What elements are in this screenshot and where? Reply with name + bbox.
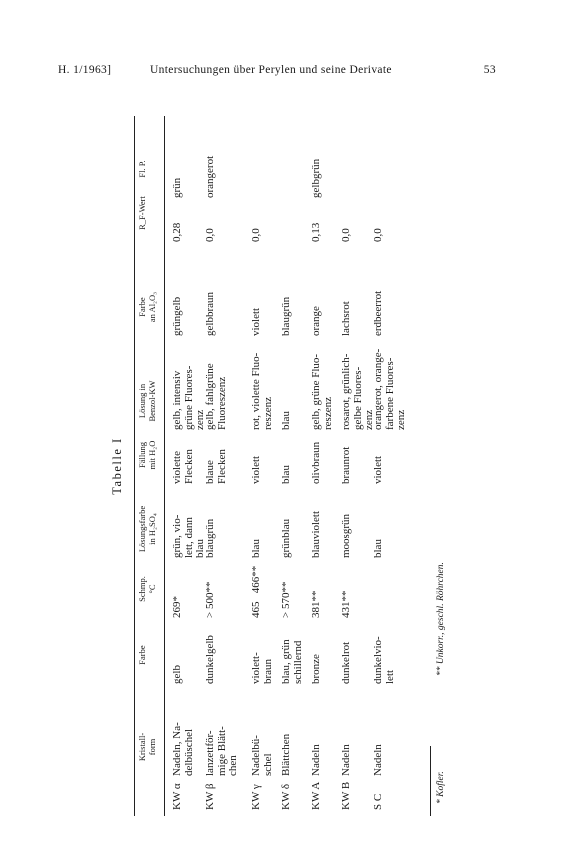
table-cell: dunkelvio- lett [372,636,396,684]
table-cell: rot, violette Fluo- reszenz [250,352,274,430]
table-cell: braunrot [340,446,352,484]
table-cell: 431** [340,590,352,618]
table-cell: violett [250,307,262,336]
column-header: Fällung mit H₂O [137,440,157,470]
table-cell: orange [310,306,322,336]
row-label: S C [372,793,384,810]
table-cell: grünblau [280,518,292,558]
table-cell: blauviolett [310,510,322,558]
table-cell: 0,13 [310,222,322,242]
footnote-1: * Kofler. [436,771,446,804]
table-cell: dunkelrot [340,641,352,684]
table-cell: Nadelbü- schel [250,735,274,776]
table-cell: blaugrün [204,518,216,558]
table-cell: 0,0 [250,228,262,242]
table-cell: blaue Flecken [204,449,228,484]
table-cell: violette Flecken [171,449,195,484]
column-header: Lösung in Benzol-KW [137,380,157,422]
table-cell: gelbgrün [310,158,322,198]
row-label: KW B [340,781,352,810]
table-cell: blau, grün schillernd [280,639,304,684]
table-cell: moosgrün [340,514,352,558]
footnote-2: ** Unkorr., geschl. Röhrchen. [436,562,446,676]
table-cell: > 500** [204,581,216,618]
table-cell: Nadeln [372,744,384,776]
table-cell: 0,0 [204,228,216,242]
table-cell: gelb, intensiv grüne Fluores- zenz [171,365,206,430]
table-cell: orangerot, orange- farbene Fluores- zenz [372,348,407,430]
table-caption: Tabelle I [110,437,124,495]
table-cell: grün, vio- lett, dann blau [171,514,206,558]
column-header: Lösungsfarbe in H₂SO₄ [137,505,157,553]
row-label: KW β [204,783,216,810]
running-title: Untersuchungen über Perylen und seine Derivate [150,64,392,76]
table-cell: 0,0 [340,228,352,242]
row-label: KW α [171,783,183,810]
table-cell: lanzettför- mige Blätt- chen [204,726,239,776]
table-cell: Blättchen [280,733,292,776]
table-cell: 269* [171,596,183,618]
table-cell: blaugrün [280,296,292,336]
column-header: Farbe an Al₂O₃ [137,291,157,323]
column-header: R_F-Wert [137,196,147,230]
table-cell: Nadeln, Na- delbüschel [171,722,195,776]
table-cell: rosarot, grünlich- gelbe Fluores- zenz [340,353,375,430]
column-header: Farbe [137,645,147,665]
page-number: 53 [483,64,496,76]
page-header [0,64,576,84]
table-cell: > 570** [280,581,292,618]
table-cell: olivbraun [310,441,322,484]
table-cell: blau [280,465,292,484]
table-cell: blau [280,411,292,430]
row-label: KW A [310,781,322,810]
row-label: KW δ [280,783,292,810]
table-cell: erdbeerrot [372,290,384,336]
table-header-rule [164,116,165,816]
table-cell: lachsrot [340,301,352,336]
volume-ref: H. 1/1963] [58,64,112,76]
table-cell: 0,0 [372,228,384,242]
table-cell: Nadeln [340,744,352,776]
column-header: Schmp. °C [137,576,157,602]
table-cell: dunkelgelb [204,635,216,684]
row-label: KW γ [250,784,262,810]
footnote-rule [430,746,431,816]
table-cell: blau [372,539,384,558]
column-header: Fl. P. [137,160,147,178]
table-cell: gelb [171,665,183,684]
table-cell: 0,28 [171,222,183,242]
table-cell: orangerot [204,155,216,198]
table-cell: Nadeln [310,744,322,776]
table-cell: gelbbraun [204,292,216,336]
table-cell: grün [171,177,183,198]
table-cell: gelb, fahlgrüne Fluoreszenz [204,363,228,430]
table-cell: gelb, grüne Fluo- reszenz [310,353,334,430]
table-top-rule [134,116,135,816]
rotated-table-block [108,116,468,816]
table-cell: blau [250,539,262,558]
table-cell: 465 466** [250,565,262,618]
table-cell: violett- braun [250,652,274,684]
table-cell: grüngelb [171,296,183,336]
table-cell: violett [372,455,384,484]
table-cell: 381** [310,590,322,618]
table-cell: bronze [310,654,322,684]
table-cell: violett [250,455,262,484]
column-header: Kristall- form [137,732,157,762]
